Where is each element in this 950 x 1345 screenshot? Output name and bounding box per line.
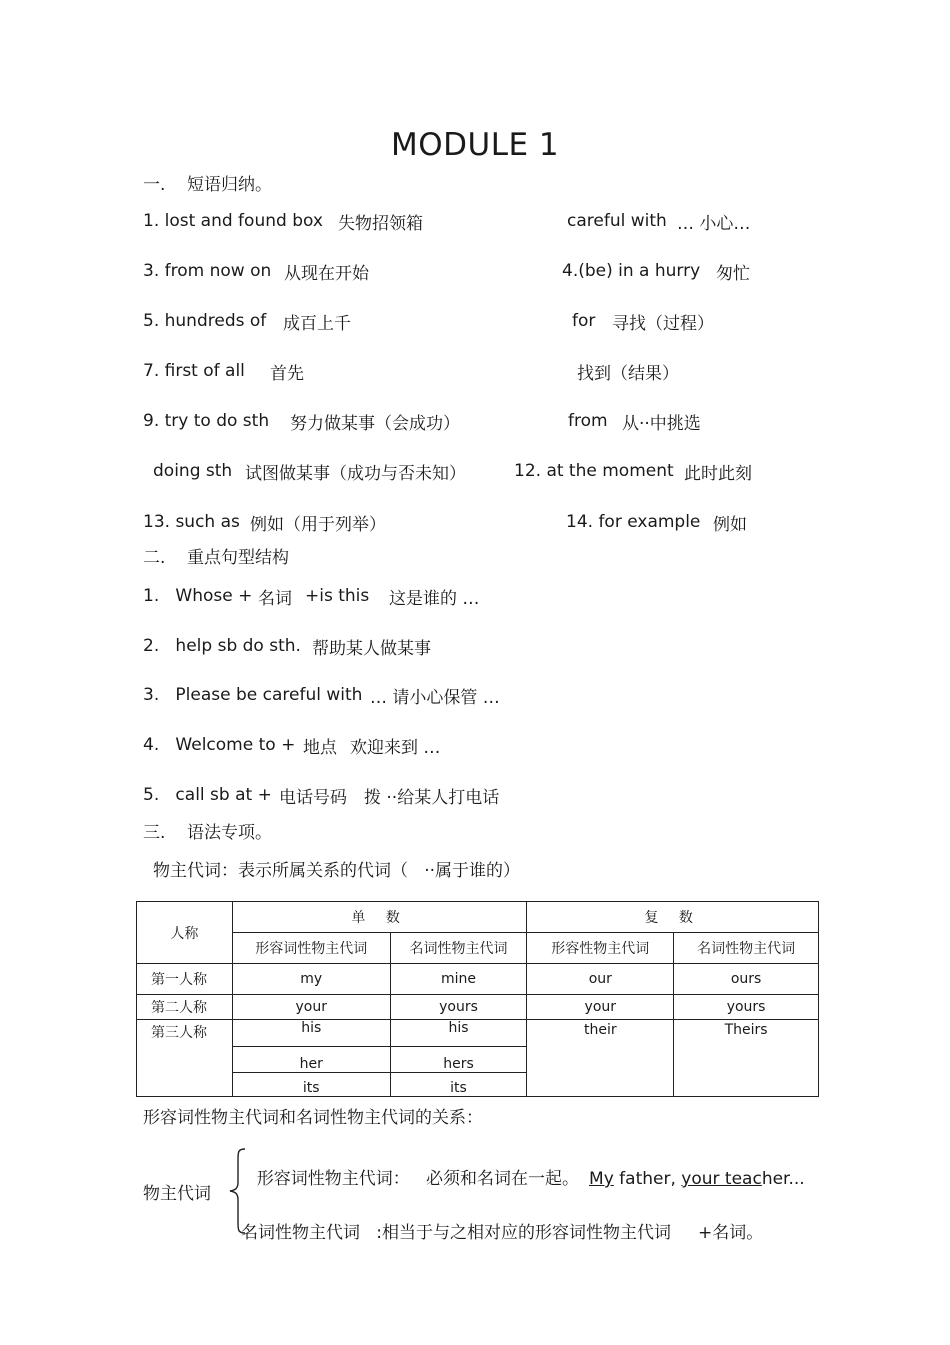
pattern-mid: 地点 [303,738,337,758]
example-father: father, [613,1169,682,1189]
table-row [137,995,819,1020]
table-cell: Theirs [674,1020,819,1097]
pattern-zh: … 请小心保管 … [370,688,500,708]
branch-adjective-possessive [246,1144,805,1189]
phrase-en: 12. at the moment [514,461,674,481]
phrase-en: 14. for example [566,512,701,532]
pattern-zh: 拨 ··给某人打电话 [364,788,500,808]
phrase-zh: … 小心… [677,214,751,234]
table-cell: your [527,995,674,1020]
table-cell: his [232,1020,390,1047]
page-title: MODULE 1 [391,127,560,163]
pattern-en: 3. Please be careful with [143,685,363,705]
table-cell: yours [674,995,819,1020]
table-cell: your [232,995,390,1020]
phrase-zh: 试图做某事（成功与否未知） [245,464,466,484]
table-cell: their [527,1020,674,1097]
phrase-en: 9. try to do sth [143,411,270,431]
section-heading-phrases: 一. 短语归纳。 [143,175,273,195]
sub-header: 名词性物主代词 [390,933,527,964]
table-cell: ours [674,964,819,995]
table-cell: yours [390,995,527,1020]
table-cell: hers [390,1047,527,1073]
phrase-zh: 此时此刻 [684,464,752,484]
table-row [137,1020,819,1047]
phrase-en: 5. hundreds of [143,311,267,331]
phrase-zh: 寻找（过程） [612,314,714,334]
phrase-zh: 努力做某事（会成功） [290,414,460,434]
table-cell: my [232,964,390,995]
pattern-en: 4. Welcome to + [143,735,296,755]
phrase-en: doing sth [153,461,233,481]
plural-header: 复 数 [527,902,819,933]
sub-header: 名词性物主代词 [674,933,819,964]
table-cell: mine [390,964,527,995]
pattern-zh: 帮助某人做某事 [312,639,431,659]
phrase-en: 3. from now on [143,261,272,281]
section-heading-grammar: 三. 语法专项。 [143,823,273,843]
phrase-en: 7. first of all [143,361,245,381]
singular-header: 单 数 [232,902,527,933]
relation-heading: 形容词性物主代词和名词性物主代词的关系： [143,1108,483,1128]
phrase-zh: 失物招领箱 [338,214,423,234]
table-cell: her [232,1047,390,1073]
person-cell: 第一人称 [137,964,233,995]
branch1-label: 形容词性物主代词： 必须和名词在一起。 [256,1169,580,1189]
sub-header: 形容性物主代词 [527,933,674,964]
table-row [137,964,819,995]
phrase-en: from [568,411,608,431]
phrase-zh: 从··中挑选 [622,414,701,434]
possessive-pronoun-table [136,901,819,1097]
table-cell: our [527,964,674,995]
branch-noun-possessive: 名词性物主代词 :相当于与之相对应的形容词性物主代词 +名词。 [241,1223,764,1243]
pattern-en: 5. call sb at + [143,785,272,805]
pattern-zh: 欢迎来到 … [350,738,441,758]
pattern-en2: +is this [305,586,370,606]
phrase-zh: 例如（用于列举） [250,515,386,535]
phrase-zh: 首先 [270,364,304,384]
possessive-root-label: 物主代词 [143,1184,211,1204]
person-cell: 第三人称 [137,1020,233,1097]
example-my: My [589,1169,614,1189]
pattern-zh: 这是谁的 … [389,589,480,609]
phrase-en: for [572,311,596,331]
table-cell: its [232,1073,390,1097]
sub-header: 形容词性物主代词 [232,933,390,964]
pattern-en: 2. help sb do sth. [143,636,301,656]
phrase-zh: 从现在开始 [284,264,369,284]
pattern-mid: 名词 [258,589,292,609]
phrase-zh: 匆忙 [716,264,750,284]
phrase-en: careful with [567,211,667,231]
example-your-teacher: your teac [681,1169,762,1189]
phrase-en: 1. lost and found box [143,211,323,231]
phrase-zh: 例如 [713,515,747,535]
table-cell: his [390,1020,527,1047]
table-cell: its [390,1073,527,1097]
pattern-mid: 电话号码 [279,788,347,808]
person-cell: 第二人称 [137,995,233,1020]
example-her: her... [761,1169,805,1189]
phrase-en: 4.(be) in a hurry [562,261,701,281]
phrase-zh: 找到（结果） [577,364,679,384]
person-header: 人称 [137,902,233,964]
phrase-zh: 成百上千 [283,314,351,334]
possessive-definition: 物主代词：表示所属关系的代词（ ··属于谁的） [153,861,521,881]
pattern-en: 1. Whose + [143,586,253,606]
phrase-en: 13. such as [143,512,240,532]
section-heading-sentences: 二. 重点句型结构 [143,548,290,568]
